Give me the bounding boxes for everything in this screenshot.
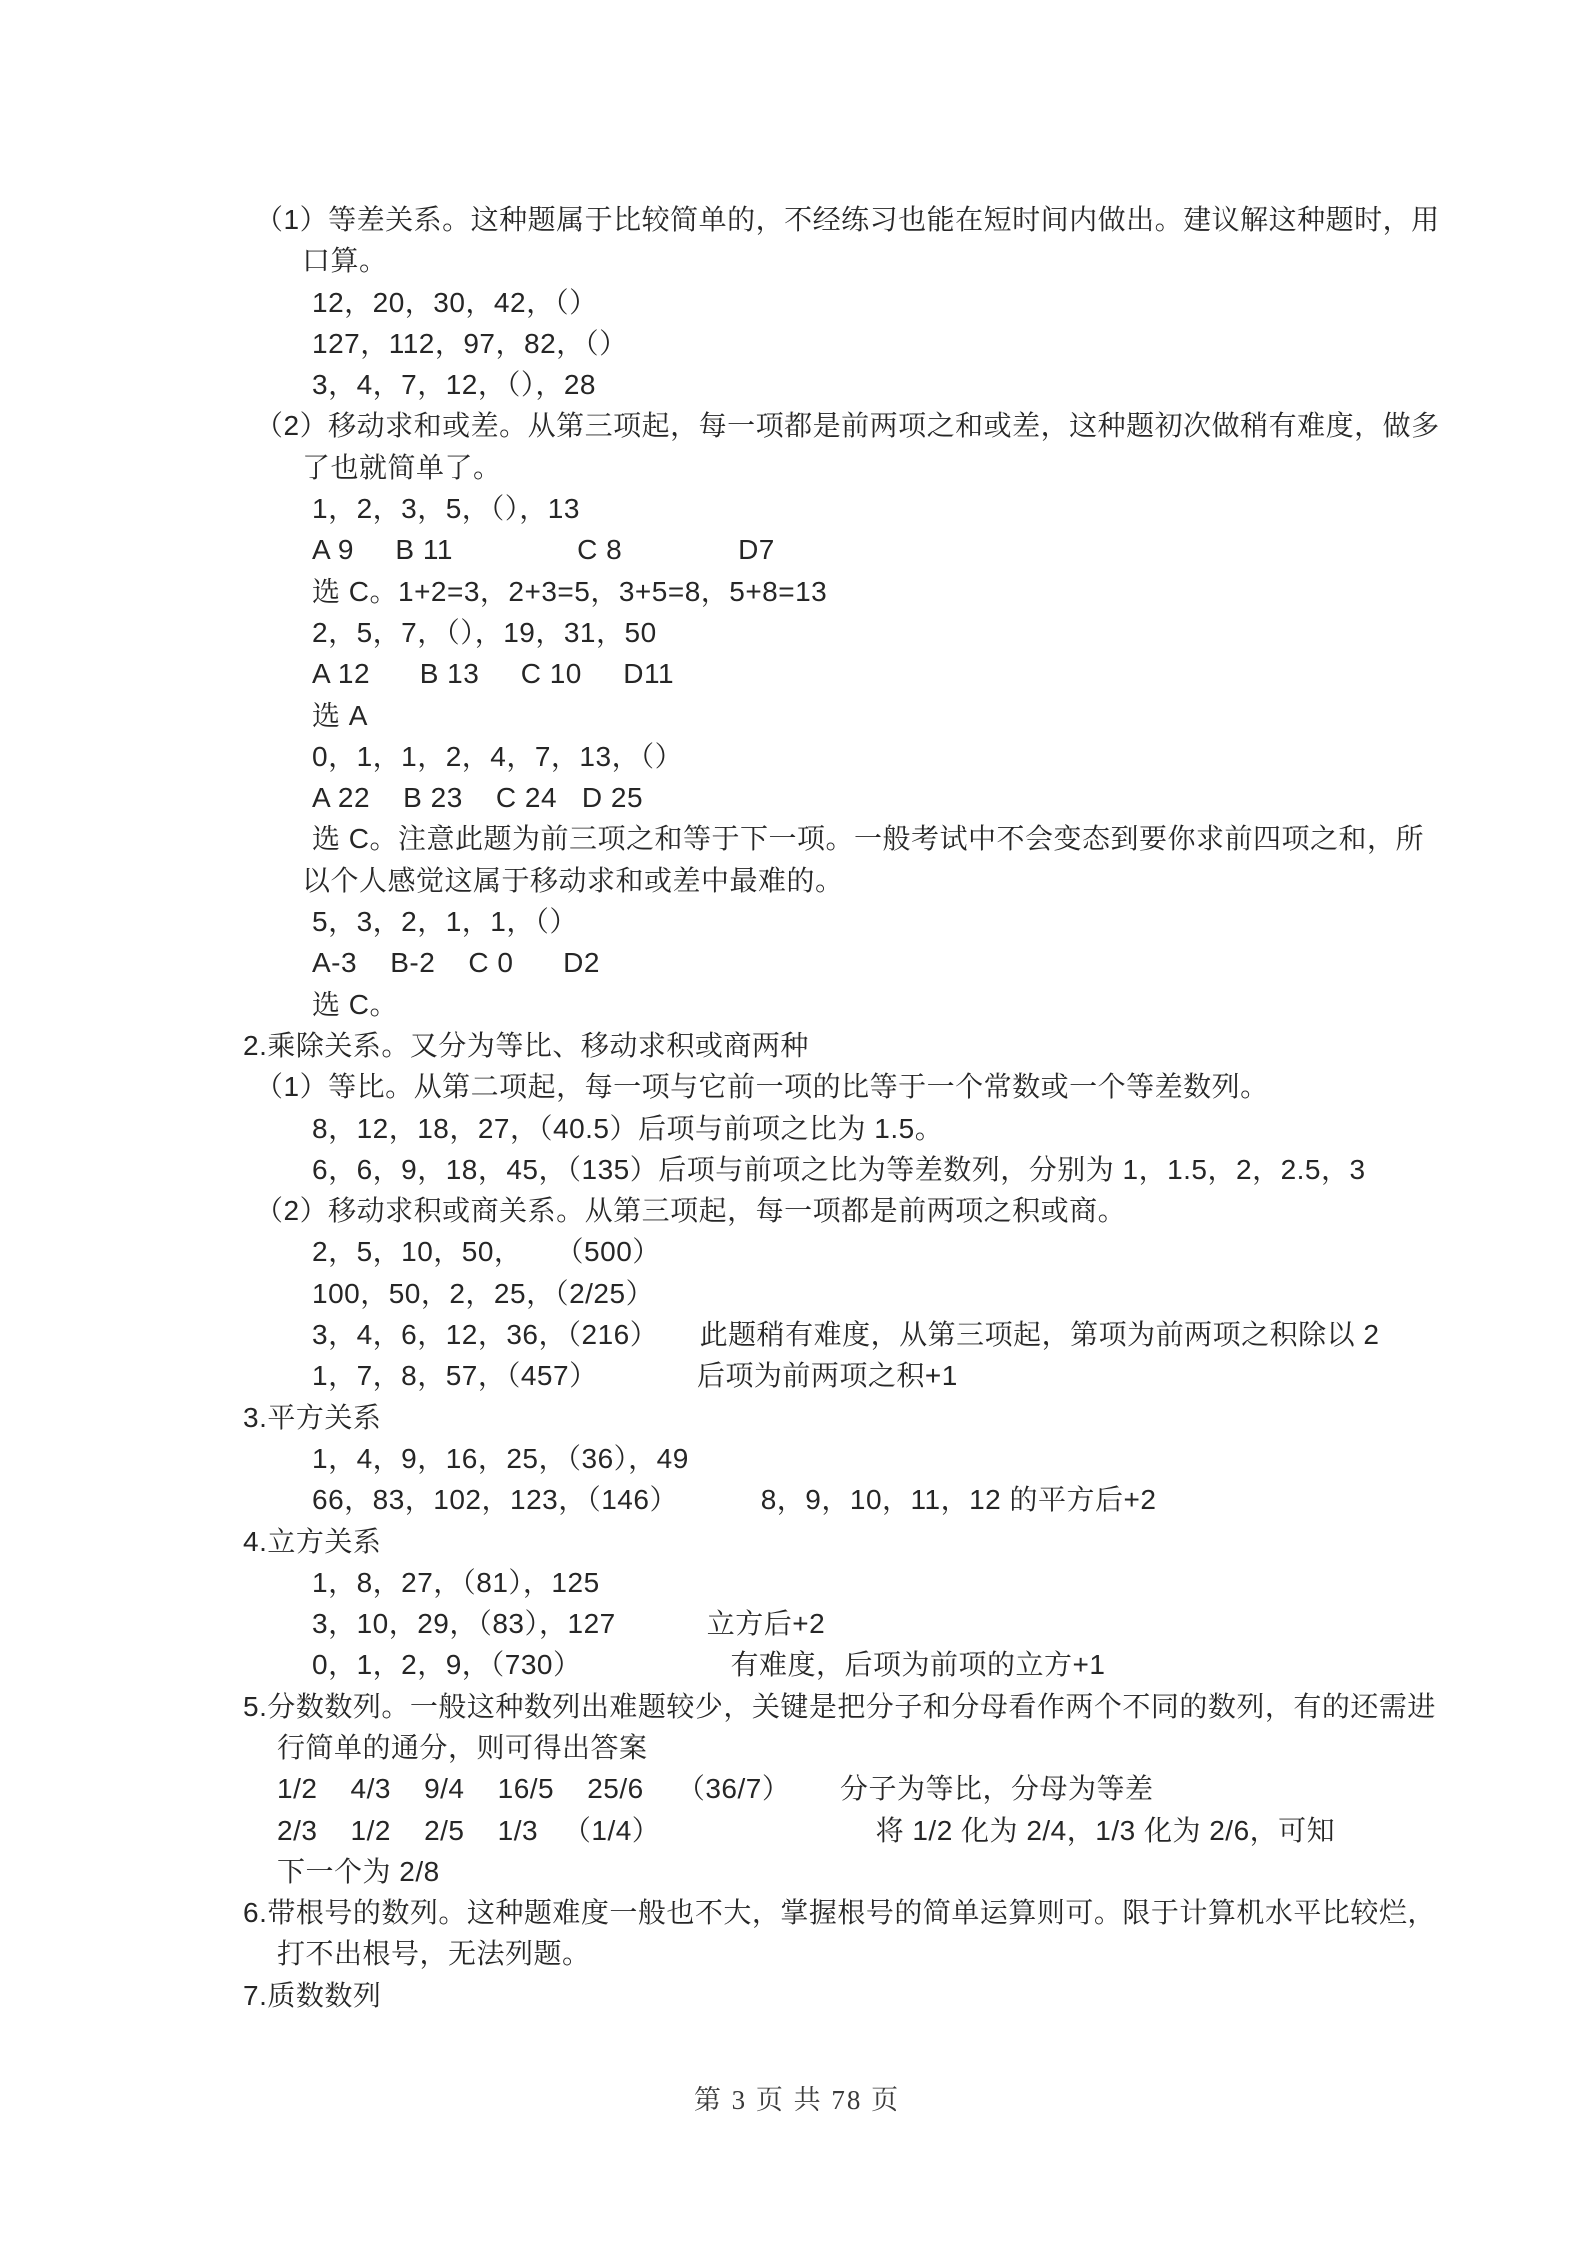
text-line: 1，2，3，5，（），13 [312, 493, 580, 525]
page-footer: 第 3 页 共 78 页 [693, 2085, 901, 2116]
text-line: 3，4，6，12，36，（216） 此题稍有难度，从第三项起，第项为前两项之积除以 2 [312, 1319, 1380, 1351]
text-line: 1，7，8，57，（457） 后项为前两项之积+1 [312, 1360, 958, 1392]
text-line: A 22 B 23 C 24 D 25 [312, 782, 644, 814]
text-line: 0，1，1，2，4，7，13，（） [312, 740, 684, 772]
text-line: （2）移动求积或商关系。从第三项起，每一项都是前两项之积或商。 [255, 1195, 1127, 1227]
text-line: 行简单的通分，则可得出答案 [277, 1731, 648, 1763]
text-line: 2.乘除关系。又分为等比、移动求积或商两种 [243, 1029, 809, 1061]
text-line: A 9 B 11 C 8 D7 [312, 534, 775, 566]
text-line: 127，112，97，82，（） [312, 327, 628, 359]
text-line: 选 A [312, 699, 368, 731]
text-line: 6.带根号的数列。这种题难度一般也不大，掌握根号的简单运算则可。限于计算机水平比较烂， [243, 1897, 1436, 1929]
text-line: A-3 B-2 C 0 D2 [312, 947, 600, 979]
text-line: 100，50，2，25，（2/25） [312, 1277, 655, 1309]
text-line: 选 C。注意此题为前三项之和等于下一项。一般考试中不会变态到要你求前四项之和，所 [312, 823, 1425, 855]
text-line: 4.立方关系 [243, 1525, 382, 1557]
text-line: 1，8，27，（81），125 [312, 1566, 600, 1598]
text-line: 3.平方关系 [243, 1401, 382, 1433]
text-line: 6，6，9，18，45，（135）后项与前项之比为等差数列，分别为 1，1.5，2，2.5，3 [312, 1153, 1366, 1185]
text-line: 口算。 [302, 245, 388, 277]
text-line: 3，10，29，（83），127 立方后+2 [312, 1608, 826, 1640]
text-line: 66，83，102，123，（146） 8，9，10，11，12 的平方后+2 [312, 1484, 1157, 1516]
text-line: 选 C。1+2=3，2+3=5，3+5=8，5+8=13 [312, 575, 828, 607]
text-line: 选 C。 [312, 988, 399, 1020]
text-line: 2，5，10，50， （500） [312, 1236, 661, 1268]
text-line: 7.质数数列 [243, 1979, 382, 2011]
text-line: 1/2 4/3 9/4 16/5 25/6 （36/7） 分子为等比，分母为等差 [277, 1773, 1154, 1805]
text-line: 5，3，2，1，1，（） [312, 906, 578, 938]
text-line: 2/3 1/2 2/5 1/3 （1/4） 将 1/2 化为 2/4，1/3 化为 2/6，可知 [277, 1814, 1336, 1846]
text-line: 1，4，9，16，25，（36），49 [312, 1442, 689, 1474]
text-line: （1）等比。从第二项起，每一项与它前一项的比等于一个常数或一个等差数列。 [255, 1071, 1269, 1103]
text-line: 了也就简单了。 [302, 451, 502, 483]
text-line: 打不出根号，无法列题。 [277, 1938, 591, 1970]
text-line: （1）等差关系。这种题属于比较简单的，不经练习也能在短时间内做出。建议解这种题时，用 [255, 204, 1440, 235]
text-line: 12，20，30，42，（） [312, 286, 598, 318]
text-line: （2）移动求和或差。从第三项起，每一项都是前两项之和或差，这种题初次做稍有难度，做多 [255, 410, 1440, 442]
text-line: 3，4，7，12，（），28 [312, 369, 597, 401]
text-line: 下一个为 2/8 [277, 1855, 440, 1887]
text-line: 8，12，18，27，（40.5）后项与前项之比为 1.5。 [312, 1112, 944, 1144]
text-line: 5.分数数列。一般这种数列出难题较少，关键是把分子和分母看作两个不同的数列，有的还需进 [243, 1690, 1436, 1722]
text-line: A 12 B 13 C 10 D11 [312, 658, 675, 690]
text-line: 0，1，2，9，（730） 有难度，后项为前项的立方+1 [312, 1649, 1106, 1681]
text-line: 以个人感觉这属于移动求和或差中最难的。 [302, 864, 844, 896]
text-line: 2，5，7，（），19，31，50 [312, 616, 657, 648]
